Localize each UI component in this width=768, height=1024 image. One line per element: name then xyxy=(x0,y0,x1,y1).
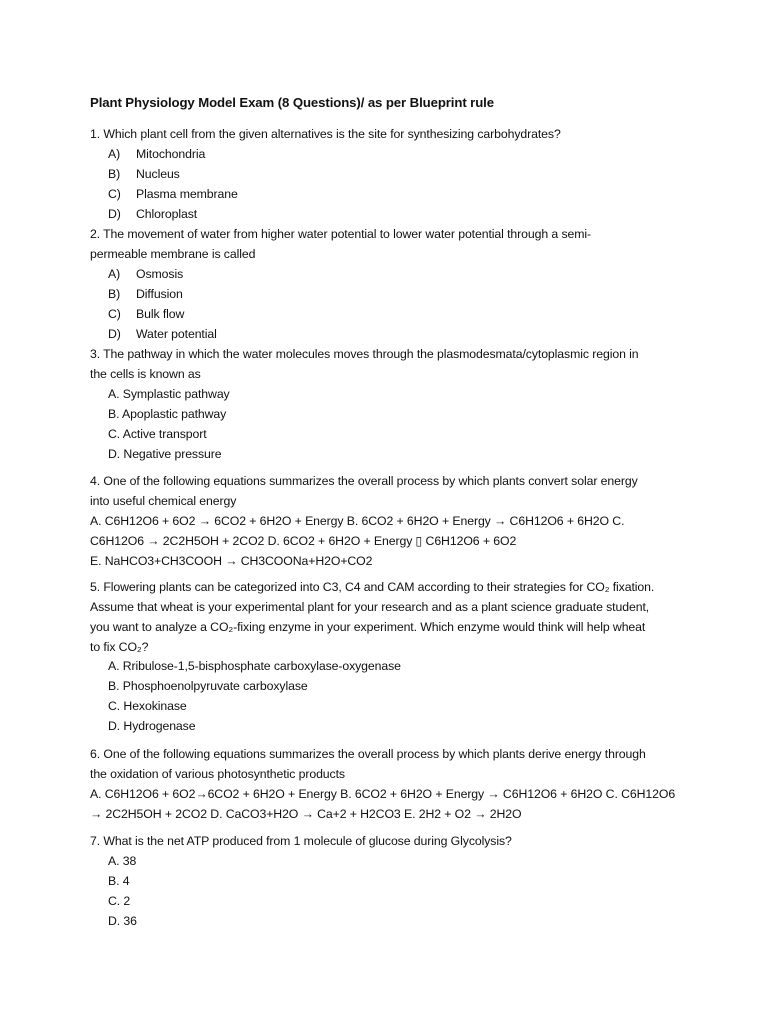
q7-option-d: D. 36 xyxy=(108,914,137,928)
q7-option-a: A. 38 xyxy=(108,854,137,868)
q2-option-b: B) Diffusion xyxy=(108,287,183,301)
question-5-line2: Assume that wheat is your experimental plant for your research and as a plant science graduate student, xyxy=(90,600,650,614)
question-3-stem-line1: 3. The pathway in which the water molecules moves through the plasmodesmata/cytoplasmic region in xyxy=(90,347,639,361)
q7-option-c: C. 2 xyxy=(108,894,131,908)
question-7-stem: 7. What is the net ATP produced from 1 molecule of glucose during Glycolysis? xyxy=(90,834,512,848)
question-5-line1: 5. Flowering plants can be categorized into C3, C4 and CAM according to their strategies for CO₂ fixation. xyxy=(90,580,655,594)
q5-option-a: A. Rribulose-1,5-bisphosphate carboxylase-oxygenase xyxy=(108,659,401,673)
q5-option-b: B. Phosphoenolpyruvate carboxylase xyxy=(108,679,308,693)
q3-option-b: B. Apoplastic pathway xyxy=(108,407,227,421)
q1-option-d: D) Chloroplast xyxy=(108,207,198,221)
question-5-line3: you want to analyze a CO₂-fixing enzyme in your experiment. Which enzyme would think will help wheat xyxy=(90,620,646,634)
q4-equations-line1: A. C6H12O6 + 6O2 → 6CO2 + 6H2O + Energy B. 6CO2 + 6H2O + Energy → C6H12O6 + 6H2O C. xyxy=(90,514,625,528)
q3-option-c: C. Active transport xyxy=(108,427,207,441)
q5-option-d: D. Hydrogenase xyxy=(108,719,196,733)
q2-option-c: C) Bulk flow xyxy=(108,307,185,321)
q4-equations-line2: C6H12O6 → 2C2H5OH + 2CO2 D. 6CO2 + 6H2O + Energy ▯ C6H12O6 + 6O2 xyxy=(90,534,517,548)
q2-option-a: A) Osmosis xyxy=(108,267,184,281)
q6-equations-line2: → 2C2H5OH + 2CO2 D. CaCO3+H2O → Ca+2 + H2CO3 E. 2H2 + O2 → 2H2O xyxy=(90,807,522,821)
q7-option-b: B. 4 xyxy=(108,874,130,888)
question-2-stem-line2: permeable membrane is called xyxy=(90,247,256,261)
q1-option-b: B) Nucleus xyxy=(108,167,180,181)
q1-option-c: C) Plasma membrane xyxy=(108,187,238,201)
q2-option-d: D) Water potential xyxy=(108,327,217,341)
question-5-line4: to fix CO₂? xyxy=(90,640,149,654)
question-6-stem-line2: the oxidation of various photosynthetic products xyxy=(90,767,345,781)
q5-option-c: C. Hexokinase xyxy=(108,699,187,713)
q4-equations-line3: E. NaHCO3+CH3COOH → CH3COONa+H2O+CO2 xyxy=(90,554,373,568)
question-4-stem-line1: 4. One of the following equations summarizes the overall process by which plants convert solar energy xyxy=(90,474,638,488)
page-title: Plant Physiology Model Exam (8 Questions)/ as per Blueprint rule xyxy=(90,95,494,110)
question-4-stem-line2: into useful chemical energy xyxy=(90,494,237,508)
q3-option-d: D. Negative pressure xyxy=(108,447,222,461)
question-3-stem-line2: the cells is known as xyxy=(90,367,201,381)
q1-option-a: A) Mitochondria xyxy=(108,147,206,161)
q6-equations-line1: A. C6H12O6 + 6O2→6CO2 + 6H2O + Energy B. 6CO2 + 6H2O + Energy → C6H12O6 + 6H2O C. C6H12O6 xyxy=(90,787,676,801)
question-6-stem-line1: 6. One of the following equations summarizes the overall process by which plants derive energy through xyxy=(90,747,646,761)
q3-option-a: A. Symplastic pathway xyxy=(108,387,230,401)
question-2-stem-line1: 2. The movement of water from higher water potential to lower water potential through a semi- xyxy=(90,227,592,241)
question-1-stem: 1. Which plant cell from the given alternatives is the site for synthesizing carbohydrates? xyxy=(90,127,561,141)
